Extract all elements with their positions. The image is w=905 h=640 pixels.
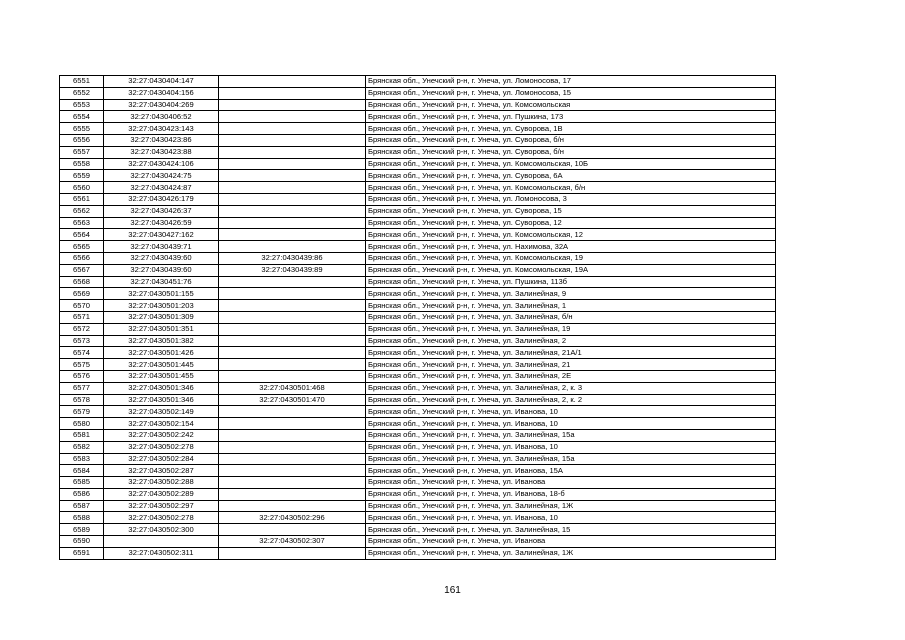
row-number-cell: 6565 <box>60 241 104 253</box>
table-row <box>60 311 776 323</box>
cadastral-number-cell: 32:27:0430424:75 <box>104 170 219 182</box>
cadastral-number-cell: 32:27:0430501:426 <box>104 347 219 359</box>
linked-cadastral-number-cell <box>219 524 366 536</box>
linked-cadastral-number-cell <box>219 323 366 335</box>
row-number-cell: 6581 <box>60 429 104 441</box>
linked-cadastral-number-cell <box>219 288 366 300</box>
cadastral-number-cell: 32:27:0430501:455 <box>104 370 219 382</box>
row-number-cell: 6556 <box>60 134 104 146</box>
table-row <box>60 300 776 312</box>
address-cell: Брянская обл., Унечский р-н, г. Унеча, ул. Иванова, 10 <box>366 418 776 430</box>
row-number-cell: 6554 <box>60 111 104 123</box>
row-number-cell: 6551 <box>60 76 104 88</box>
address-cell: Брянская обл., Унечский р-н, г. Унеча, ул. Залинейная, 2Е <box>366 370 776 382</box>
row-number-cell: 6583 <box>60 453 104 465</box>
table-row <box>60 182 776 194</box>
table-row <box>60 146 776 158</box>
address-cell: Брянская обл., Унечский р-н, г. Унеча, ул. Комсомольская <box>366 99 776 111</box>
linked-cadastral-number-cell <box>219 547 366 559</box>
table-row <box>60 335 776 347</box>
row-number-cell: 6582 <box>60 441 104 453</box>
table-row <box>60 441 776 453</box>
address-cell: Брянская обл., Унечский р-н, г. Унеча, ул. Залинейная, 19 <box>366 323 776 335</box>
row-number-cell: 6590 <box>60 536 104 548</box>
table-row <box>60 453 776 465</box>
row-number-cell: 6560 <box>60 182 104 194</box>
address-cell: Брянская обл., Унечский р-н, г. Унеча, ул. Залинейная, 15 <box>366 524 776 536</box>
row-number-cell: 6587 <box>60 500 104 512</box>
row-number-cell: 6564 <box>60 229 104 241</box>
address-cell: Брянская обл., Унечский р-н, г. Унеча, ул. Залинейная, 2 <box>366 335 776 347</box>
address-cell: Брянская обл., Унечский р-н, г. Унеча, ул. Залинейная, 21 <box>366 359 776 371</box>
address-cell: Брянская обл., Унечский р-н, г. Унеча, ул. Ломоносова, 15 <box>366 87 776 99</box>
cadastral-number-cell: 32:27:0430502:278 <box>104 441 219 453</box>
table-row <box>60 465 776 477</box>
cadastral-number-cell: 32:27:0430502:284 <box>104 453 219 465</box>
linked-cadastral-number-cell: 32:27:0430501:470 <box>219 394 366 406</box>
row-number-cell: 6553 <box>60 99 104 111</box>
cadastral-number-cell: 32:27:0430404:156 <box>104 87 219 99</box>
cadastral-number-cell: 32:27:0430501:382 <box>104 335 219 347</box>
table-row <box>60 547 776 559</box>
linked-cadastral-number-cell <box>219 500 366 512</box>
cadastral-number-cell: 32:27:0430423:88 <box>104 146 219 158</box>
linked-cadastral-number-cell: 32:27:0430502:296 <box>219 512 366 524</box>
table-row <box>60 394 776 406</box>
table-row <box>60 76 776 88</box>
address-cell: Брянская обл., Унечский р-н, г. Унеча, ул. Иванова, 18-б <box>366 488 776 500</box>
cadastral-number-cell: 32:27:0430502:288 <box>104 477 219 489</box>
row-number-cell: 6569 <box>60 288 104 300</box>
table-row <box>60 99 776 111</box>
address-cell: Брянская обл., Унечский р-н, г. Унеча, ул. Залинейная, 15а <box>366 453 776 465</box>
address-cell: Брянская обл., Унечский р-н, г. Унеча, ул. Суворова, 1В <box>366 123 776 135</box>
address-cell: Брянская обл., Унечский р-н, г. Унеча, ул. Суворова, 15 <box>366 205 776 217</box>
linked-cadastral-number-cell: 32:27:0430501:468 <box>219 382 366 394</box>
linked-cadastral-number-cell <box>219 418 366 430</box>
address-cell: Брянская обл., Унечский р-н, г. Унеча, ул. Иванова, 10 <box>366 512 776 524</box>
cadastral-number-cell: 32:27:0430423:143 <box>104 123 219 135</box>
address-cell: Брянская обл., Унечский р-н, г. Унеча, ул. Комсомольская, 10Б <box>366 158 776 170</box>
address-cell: Брянская обл., Унечский р-н, г. Унеча, ул. Залинейная, 2, к. 2 <box>366 394 776 406</box>
table-row <box>60 87 776 99</box>
cadastral-number-cell: 32:27:0430502:287 <box>104 465 219 477</box>
cadastral-number-cell <box>104 536 219 548</box>
address-cell: Брянская обл., Унечский р-н, г. Унеча, ул. Иванова, 10 <box>366 406 776 418</box>
table-row <box>60 488 776 500</box>
table-row <box>60 512 776 524</box>
table-row <box>60 524 776 536</box>
address-cell: Брянская обл., Унечский р-н, г. Унеча, ул. Залинейная, 1Ж <box>366 547 776 559</box>
table-row <box>60 158 776 170</box>
cadastral-number-cell: 32:27:0430501:155 <box>104 288 219 300</box>
address-cell: Брянская обл., Унечский р-н, г. Унеча, ул. Суворова, 6А <box>366 170 776 182</box>
property-table <box>59 75 776 560</box>
linked-cadastral-number-cell <box>219 87 366 99</box>
table-row <box>60 359 776 371</box>
linked-cadastral-number-cell <box>219 406 366 418</box>
address-cell: Брянская обл., Унечский р-н, г. Унеча, ул. Залинейная, 9 <box>366 288 776 300</box>
row-number-cell: 6578 <box>60 394 104 406</box>
cadastral-number-cell: 32:27:0430404:147 <box>104 76 219 88</box>
linked-cadastral-number-cell <box>219 465 366 477</box>
row-number-cell: 6559 <box>60 170 104 182</box>
row-number-cell: 6584 <box>60 465 104 477</box>
linked-cadastral-number-cell <box>219 370 366 382</box>
row-number-cell: 6580 <box>60 418 104 430</box>
row-number-cell: 6570 <box>60 300 104 312</box>
address-cell: Брянская обл., Унечский р-н, г. Унеча, ул. Комсомольская, 12 <box>366 229 776 241</box>
row-number-cell: 6571 <box>60 311 104 323</box>
linked-cadastral-number-cell <box>219 193 366 205</box>
row-number-cell: 6586 <box>60 488 104 500</box>
cadastral-number-cell: 32:27:0430502:278 <box>104 512 219 524</box>
linked-cadastral-number-cell <box>219 170 366 182</box>
row-number-cell: 6562 <box>60 205 104 217</box>
table-row <box>60 429 776 441</box>
linked-cadastral-number-cell <box>219 205 366 217</box>
linked-cadastral-number-cell <box>219 441 366 453</box>
table-row <box>60 500 776 512</box>
row-number-cell: 6576 <box>60 370 104 382</box>
linked-cadastral-number-cell <box>219 111 366 123</box>
address-cell: Брянская обл., Унечский р-н, г. Унеча, ул. Суворова, б/н <box>366 134 776 146</box>
table-row <box>60 111 776 123</box>
row-number-cell: 6561 <box>60 193 104 205</box>
row-number-cell: 6589 <box>60 524 104 536</box>
cadastral-number-cell: 32:27:0430439:60 <box>104 264 219 276</box>
cadastral-number-cell: 32:27:0430501:351 <box>104 323 219 335</box>
address-cell: Брянская обл., Унечский р-н, г. Унеча, ул. Залинейная, 15а <box>366 429 776 441</box>
table-row <box>60 252 776 264</box>
cadastral-number-cell: 32:27:0430426:179 <box>104 193 219 205</box>
table-row <box>60 205 776 217</box>
linked-cadastral-number-cell <box>219 229 366 241</box>
linked-cadastral-number-cell <box>219 453 366 465</box>
address-cell: Брянская обл., Унечский р-н, г. Унеча, ул. Залинейная, 21А/1 <box>366 347 776 359</box>
table-row <box>60 276 776 288</box>
table-row <box>60 134 776 146</box>
linked-cadastral-number-cell <box>219 335 366 347</box>
row-number-cell: 6579 <box>60 406 104 418</box>
linked-cadastral-number-cell <box>219 347 366 359</box>
linked-cadastral-number-cell <box>219 99 366 111</box>
linked-cadastral-number-cell: 32:27:0430439:86 <box>219 252 366 264</box>
linked-cadastral-number-cell <box>219 429 366 441</box>
cadastral-number-cell: 32:27:0430451:76 <box>104 276 219 288</box>
table-row <box>60 217 776 229</box>
row-number-cell: 6558 <box>60 158 104 170</box>
cadastral-number-cell: 32:27:0430406:52 <box>104 111 219 123</box>
address-cell: Брянская обл., Унечский р-н, г. Унеча, ул. Суворова, 12 <box>366 217 776 229</box>
address-cell: Брянская обл., Унечский р-н, г. Унеча, ул. Залинейная, 2, к. 3 <box>366 382 776 394</box>
table-row <box>60 347 776 359</box>
row-number-cell: 6577 <box>60 382 104 394</box>
table-row <box>60 288 776 300</box>
row-number-cell: 6557 <box>60 146 104 158</box>
linked-cadastral-number-cell <box>219 217 366 229</box>
address-cell: Брянская обл., Унечский р-н, г. Унеча, ул. Комсомольская, б/н <box>366 182 776 194</box>
table-row <box>60 123 776 135</box>
cadastral-number-cell: 32:27:0430501:203 <box>104 300 219 312</box>
row-number-cell: 6585 <box>60 477 104 489</box>
table-row <box>60 193 776 205</box>
linked-cadastral-number-cell <box>219 146 366 158</box>
table-row <box>60 418 776 430</box>
cadastral-number-cell: 32:27:0430404:269 <box>104 99 219 111</box>
table-row <box>60 382 776 394</box>
linked-cadastral-number-cell <box>219 300 366 312</box>
address-cell: Брянская обл., Унечский р-н, г. Унеча, ул. Пушкина, 113б <box>366 276 776 288</box>
address-cell: Брянская обл., Унечский р-н, г. Унеча, ул. Залинейная, б/н <box>366 311 776 323</box>
table-row <box>60 477 776 489</box>
linked-cadastral-number-cell <box>219 182 366 194</box>
cadastral-number-cell: 32:27:0430426:59 <box>104 217 219 229</box>
cadastral-number-cell: 32:27:0430424:106 <box>104 158 219 170</box>
linked-cadastral-number-cell <box>219 488 366 500</box>
cadastral-number-cell: 32:27:0430427:162 <box>104 229 219 241</box>
row-number-cell: 6567 <box>60 264 104 276</box>
address-cell: Брянская обл., Унечский р-н, г. Унеча, ул. Иванова <box>366 477 776 489</box>
cadastral-number-cell: 32:27:0430426:37 <box>104 205 219 217</box>
row-number-cell: 6563 <box>60 217 104 229</box>
address-cell: Брянская обл., Унечский р-н, г. Унеча, ул. Нахимова, 32А <box>366 241 776 253</box>
address-cell: Брянская обл., Унечский р-н, г. Унеча, ул. Ломоносова, 3 <box>366 193 776 205</box>
linked-cadastral-number-cell <box>219 276 366 288</box>
row-number-cell: 6575 <box>60 359 104 371</box>
linked-cadastral-number-cell <box>219 158 366 170</box>
row-number-cell: 6568 <box>60 276 104 288</box>
address-cell: Брянская обл., Унечский р-н, г. Унеча, ул. Иванова, 15А <box>366 465 776 477</box>
linked-cadastral-number-cell <box>219 359 366 371</box>
cadastral-number-cell: 32:27:0430502:242 <box>104 429 219 441</box>
table-body <box>60 76 776 560</box>
address-cell: Брянская обл., Унечский р-н, г. Унеча, ул. Пушкина, 173 <box>366 111 776 123</box>
row-number-cell: 6572 <box>60 323 104 335</box>
linked-cadastral-number-cell <box>219 311 366 323</box>
cadastral-number-cell: 32:27:0430501:346 <box>104 394 219 406</box>
cadastral-number-cell: 32:27:0430502:154 <box>104 418 219 430</box>
address-cell: Брянская обл., Унечский р-н, г. Унеча, ул. Иванова <box>366 536 776 548</box>
linked-cadastral-number-cell <box>219 477 366 489</box>
cadastral-number-cell: 32:27:0430501:445 <box>104 359 219 371</box>
page-number: 161 <box>444 585 461 596</box>
table-row <box>60 323 776 335</box>
table-row <box>60 241 776 253</box>
address-cell: Брянская обл., Унечский р-н, г. Унеча, ул. Иванова, 10 <box>366 441 776 453</box>
address-cell: Брянская обл., Унечский р-н, г. Унеча, ул. Ломоносова, 17 <box>366 76 776 88</box>
address-cell: Брянская обл., Унечский р-н, г. Унеча, ул. Суворова, б/н <box>366 146 776 158</box>
row-number-cell: 6588 <box>60 512 104 524</box>
cadastral-number-cell: 32:27:0430439:71 <box>104 241 219 253</box>
row-number-cell: 6591 <box>60 547 104 559</box>
cadastral-number-cell: 32:27:0430502:289 <box>104 488 219 500</box>
linked-cadastral-number-cell <box>219 134 366 146</box>
address-cell: Брянская обл., Унечский р-н, г. Унеча, ул. Залинейная, 1 <box>366 300 776 312</box>
linked-cadastral-number-cell <box>219 76 366 88</box>
cadastral-number-cell: 32:27:0430502:149 <box>104 406 219 418</box>
table-row <box>60 536 776 548</box>
cadastral-number-cell: 32:27:0430424:87 <box>104 182 219 194</box>
table-row <box>60 229 776 241</box>
cadastral-number-cell: 32:27:0430439:60 <box>104 252 219 264</box>
row-number-cell: 6552 <box>60 87 104 99</box>
linked-cadastral-number-cell: 32:27:0430502:307 <box>219 536 366 548</box>
table-row <box>60 370 776 382</box>
address-cell: Брянская обл., Унечский р-н, г. Унеча, ул. Залинейная, 1Ж <box>366 500 776 512</box>
address-cell: Брянская обл., Унечский р-н, г. Унеча, ул. Комсомольская, 19А <box>366 264 776 276</box>
cadastral-number-cell: 32:27:0430501:309 <box>104 311 219 323</box>
row-number-cell: 6566 <box>60 252 104 264</box>
linked-cadastral-number-cell <box>219 241 366 253</box>
table-row <box>60 406 776 418</box>
row-number-cell: 6574 <box>60 347 104 359</box>
row-number-cell: 6573 <box>60 335 104 347</box>
row-number-cell: 6555 <box>60 123 104 135</box>
cadastral-number-cell: 32:27:0430423:86 <box>104 134 219 146</box>
address-cell: Брянская обл., Унечский р-н, г. Унеча, ул. Комсомольская, 19 <box>366 252 776 264</box>
cadastral-number-cell: 32:27:0430502:311 <box>104 547 219 559</box>
cadastral-number-cell: 32:27:0430502:297 <box>104 500 219 512</box>
cadastral-number-cell: 32:27:0430502:300 <box>104 524 219 536</box>
linked-cadastral-number-cell: 32:27:0430439:89 <box>219 264 366 276</box>
table-row <box>60 170 776 182</box>
cadastral-number-cell: 32:27:0430501:346 <box>104 382 219 394</box>
table-row <box>60 264 776 276</box>
linked-cadastral-number-cell <box>219 123 366 135</box>
